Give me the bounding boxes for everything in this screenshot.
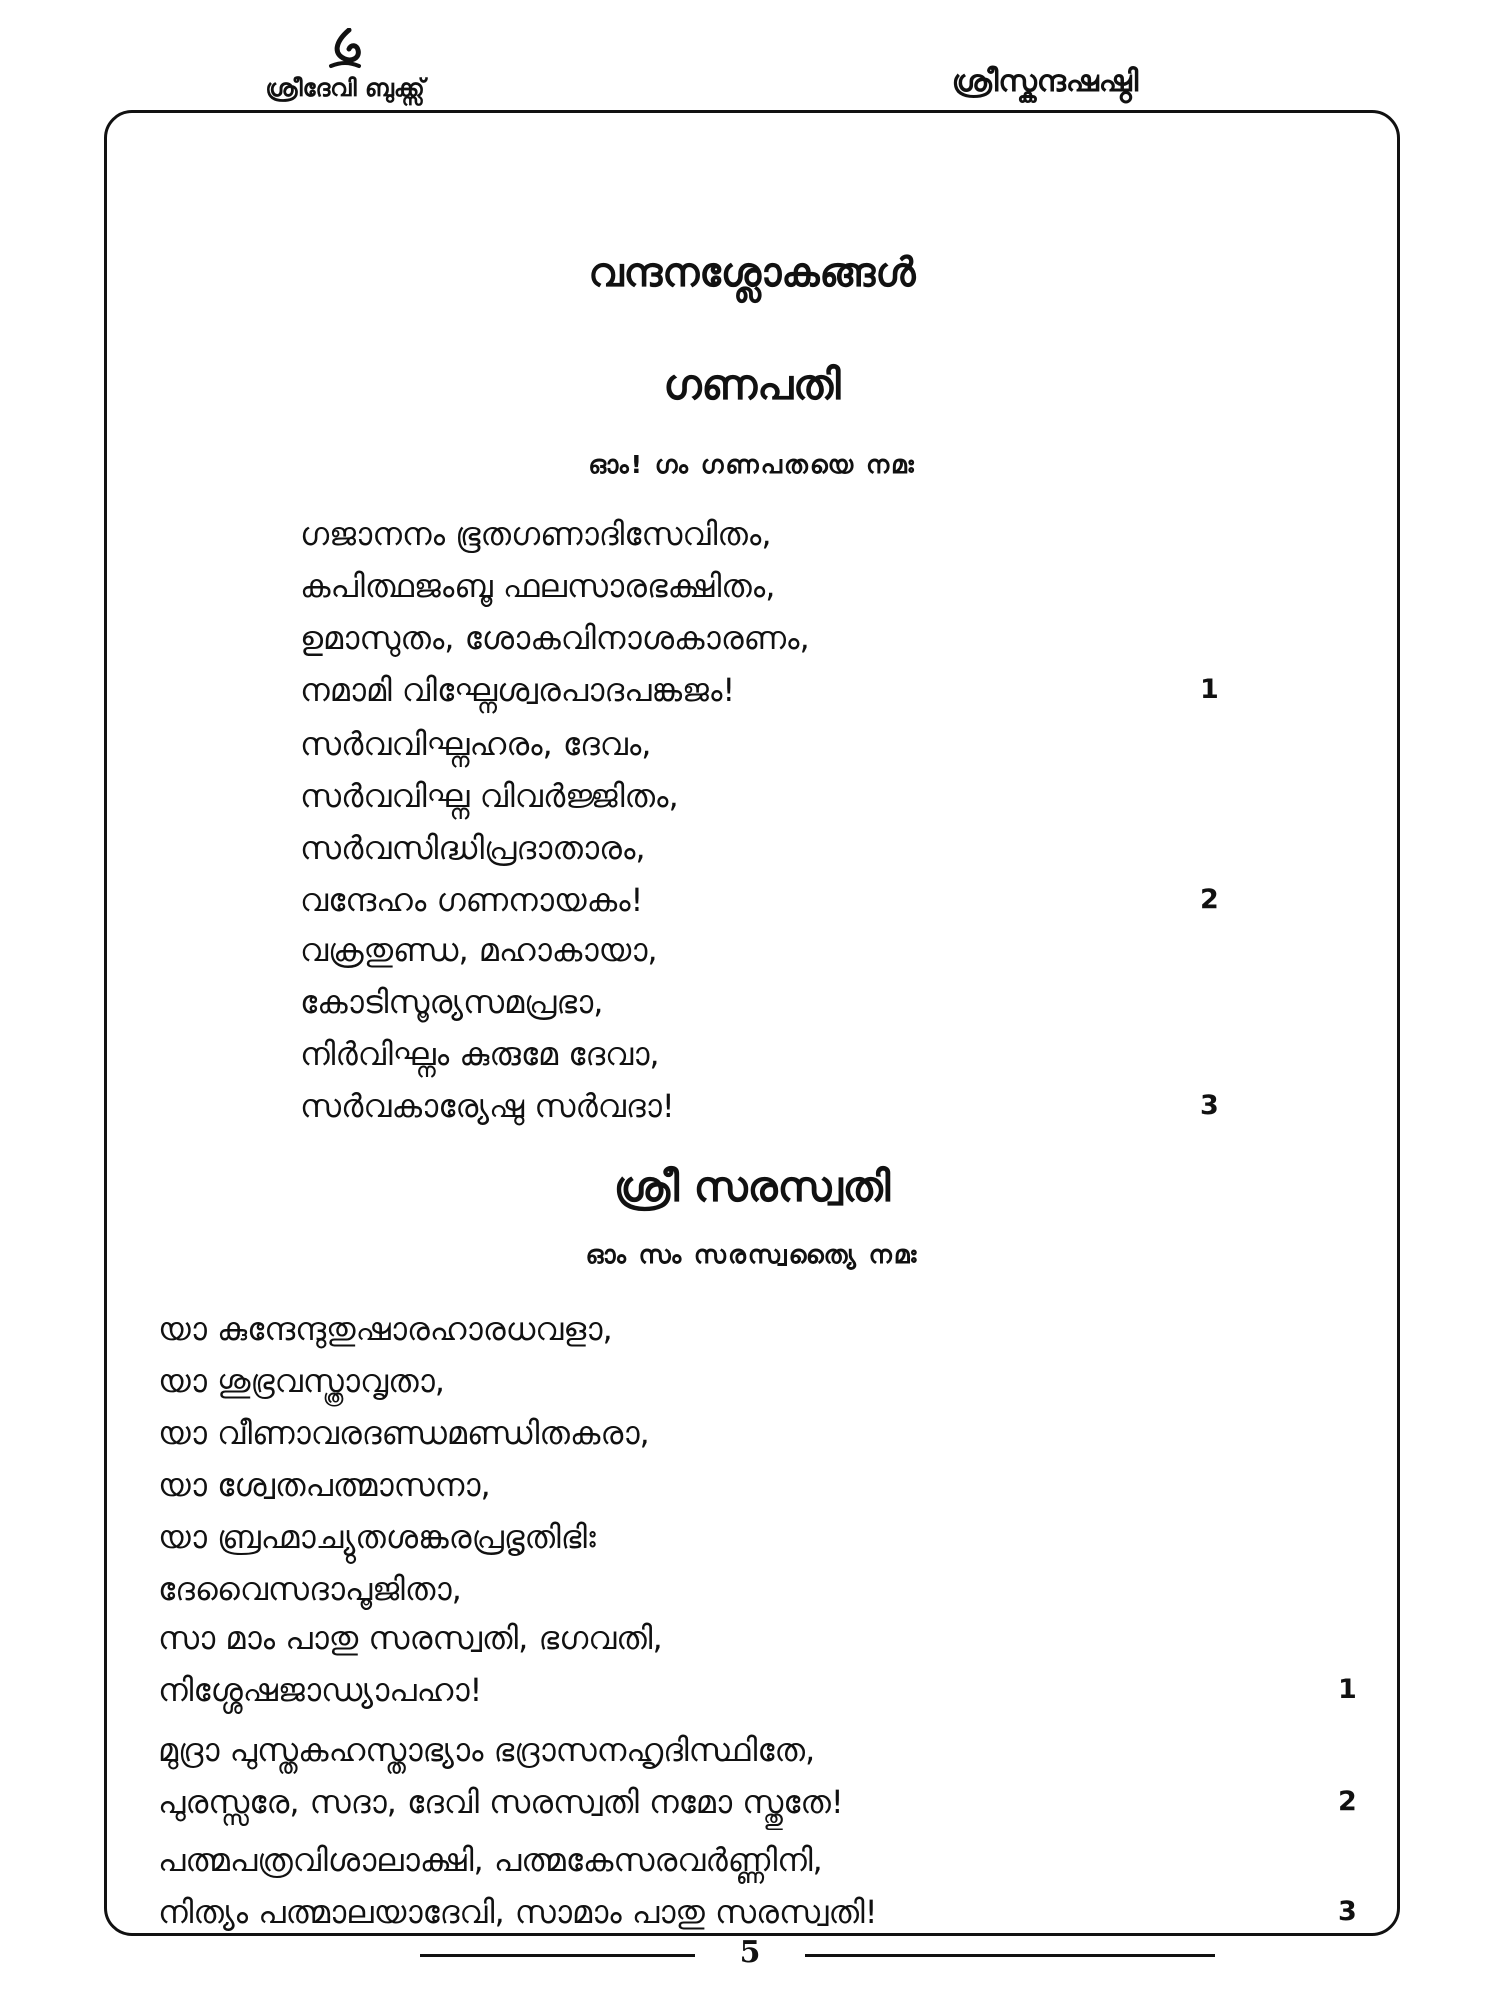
saraswathi-verse-1 — [158, 1612, 663, 1716]
verse-number: 3 — [1200, 1090, 1219, 1121]
ganapathi-verse-2 — [300, 718, 679, 926]
verse-line: ദേവൈസദാപൂജിതാ, — [158, 1570, 462, 1608]
verse-line: വക്രതുണ്ഡ, മഹാകായാ, — [300, 931, 658, 969]
saraswathi-title: ശ്രീ സരസ്വതി — [613, 1162, 891, 1211]
verse-line: യാ ശുഭ്രവസ്ത്രാവൃതാ, — [158, 1362, 445, 1400]
lamp-flame-icon — [327, 28, 363, 72]
page-number: 5 — [739, 1935, 761, 1970]
verse-number: 1 — [1338, 1674, 1357, 1705]
footer-rule-right — [805, 1954, 1215, 1957]
page-heading: വന്ദനശ്ലോകങ്ങൾ — [588, 250, 916, 296]
verse-number: 2 — [1338, 1786, 1357, 1817]
verse-line: യാ ശ്വേതപത്മാസനാ, — [158, 1466, 491, 1504]
publisher-name: ശ്രീദേവി ബുക്ക്സ് — [265, 74, 425, 102]
book-title: ശ്രീസ്കന്ദഷഷ്ഠി — [951, 64, 1139, 99]
saraswathi-mantra: ഓം സം സരസ്വത്യൈ നമഃ — [585, 1240, 919, 1269]
verse-line: യാ വീണാവരദണ്ഡമണ്ഡിതകരാ, — [158, 1414, 650, 1452]
verse-line: സർവവിഘ്ന വിവർജ്ജിതം, — [300, 777, 679, 815]
verse-line: ഉമാസുതം, ശോകവിനാശകാരണം, — [300, 619, 810, 657]
verse-line: സർവസിദ്ധിപ്രദാതാരം, — [300, 829, 646, 867]
verse-line: നിർവിഘ്നം കുരുമേ ദേവാ, — [300, 1035, 660, 1073]
ganapathi-title: ഗണപതി — [663, 360, 841, 409]
verse-number: 1 — [1200, 674, 1219, 705]
ganapathi-verse-1 — [300, 508, 810, 716]
verse-line: മുദ്രാ പുസ്തകഹസ്താഭ്യാം ഭദ്രാസനഹൃദിസ്ഥിതേ, — [158, 1731, 816, 1769]
verse-line: യാ ബ്രഹ്മാച്യുതശങ്കരപ്രഭൃതിഭിഃ — [158, 1518, 596, 1556]
verse-line: ഗജാനനം ഭൂതഗണാദിസേവിതം, — [300, 515, 772, 553]
saraswathi-intro — [158, 1303, 650, 1615]
verse-line: വന്ദേഹം ഗണനായകം! — [300, 881, 644, 919]
ganapathi-mantra: ഓം! ഗം ഗണപതയെ നമഃ — [588, 450, 916, 479]
verse-line: സർവകാര്യേഷു സർവദാ! — [300, 1087, 675, 1125]
verse-line: യാ കുന്ദേന്ദുതുഷാരഹാരധവളാ, — [158, 1310, 613, 1348]
verse-line: കപിത്ഥജംബൂ ഫലസാരഭക്ഷിതം, — [300, 567, 776, 605]
verse-line: നിത്യം പത്മാലയാദേവി, സാമാം പാതു സരസ്വതി! — [158, 1893, 878, 1931]
verse-line: നമാമി വിഘ്നേശ്വരപാദപങ്കജം! — [300, 671, 736, 709]
saraswathi-verse-3 — [158, 1834, 878, 1938]
verse-line: പുരസ്സരേ, സദാ, ദേവി സരസ്വതി നമോ സ്തുതേ! — [158, 1783, 844, 1821]
footer-rule-left — [420, 1954, 695, 1957]
verse-line: സാ മാം പാതു സരസ്വതി, ഭഗവതി, — [158, 1619, 663, 1657]
saraswathi-verse-2 — [158, 1724, 844, 1828]
verse-line: സർവവിഘ്നഹരം, ദേവം, — [300, 725, 652, 763]
verse-line: കോടിസൂര്യസമപ്രഭാ, — [300, 983, 604, 1021]
ganapathi-verse-3 — [300, 924, 675, 1132]
verse-number: 2 — [1200, 884, 1219, 915]
publisher-block — [205, 28, 485, 102]
verse-line: പത്മപത്രവിശാലാക്ഷി, പത്മകേസരവർണ്ണിനി, — [158, 1841, 823, 1879]
verse-number: 3 — [1338, 1896, 1357, 1927]
verse-line: നിശ്ശേഷജാഡ്യാപഹാ! — [158, 1671, 483, 1709]
